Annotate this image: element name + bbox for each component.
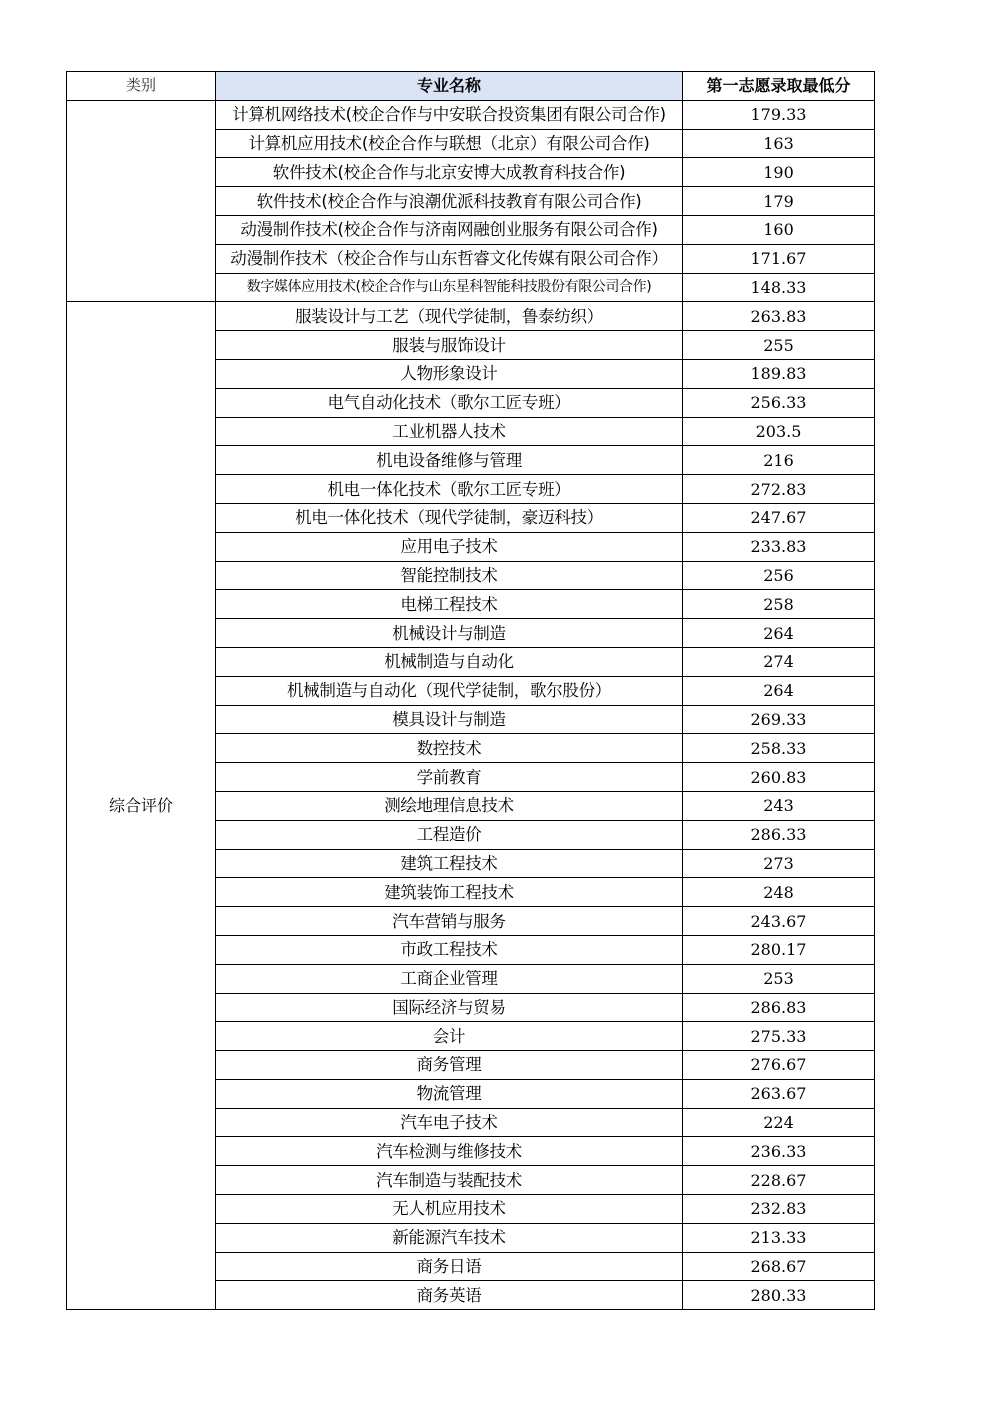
major-name-cell: 国际经济与贸易 — [216, 993, 683, 1022]
min-score-cell: 256 — [683, 561, 875, 590]
min-score-cell: 163 — [683, 129, 875, 158]
major-name-cell: 动漫制作技术(校企合作与济南网融创业服务有限公司合作) — [216, 215, 683, 244]
major-name-cell: 人物形象设计 — [216, 359, 683, 388]
major-name-cell: 建筑装饰工程技术 — [216, 878, 683, 907]
major-name-cell: 机电一体化技术（歌尔工匠专班） — [216, 475, 683, 504]
min-score-cell: 274 — [683, 647, 875, 676]
min-score-cell: 276.67 — [683, 1051, 875, 1080]
major-name-cell: 学前教育 — [216, 763, 683, 792]
major-name-cell: 汽车制造与装配技术 — [216, 1166, 683, 1195]
min-score-cell: 280.33 — [683, 1281, 875, 1310]
header-row — [67, 72, 875, 101]
major-name-cell: 汽车检测与维修技术 — [216, 1137, 683, 1166]
major-name-cell: 电梯工程技术 — [216, 590, 683, 619]
min-score-cell: 233.83 — [683, 532, 875, 561]
min-score-cell: 255 — [683, 331, 875, 360]
min-score-cell: 216 — [683, 446, 875, 475]
min-score-cell: 232.83 — [683, 1195, 875, 1224]
min-score-cell: 268.67 — [683, 1252, 875, 1281]
min-score-cell: 160 — [683, 215, 875, 244]
major-name-cell: 商务日语 — [216, 1252, 683, 1281]
category-cell: 综合评价 — [67, 302, 216, 1310]
min-score-cell: 190 — [683, 158, 875, 187]
min-score-cell: 213.33 — [683, 1223, 875, 1252]
min-score-cell: 280.17 — [683, 935, 875, 964]
category-cell — [67, 100, 216, 302]
min-score-cell: 189.83 — [683, 359, 875, 388]
admission-score-table — [66, 71, 875, 1310]
min-score-cell: 286.83 — [683, 993, 875, 1022]
table-row — [67, 100, 875, 129]
major-name-cell: 机电设备维修与管理 — [216, 446, 683, 475]
major-header: 专业名称 — [216, 72, 683, 101]
min-score-cell: 171.67 — [683, 244, 875, 273]
score-header: 第一志愿录取最低分 — [683, 72, 875, 101]
major-name-cell: 软件技术(校企合作与北京安博大成教育科技合作) — [216, 158, 683, 187]
major-name-cell: 商务管理 — [216, 1051, 683, 1080]
major-name-cell: 会计 — [216, 1022, 683, 1051]
major-name-cell: 服装与服饰设计 — [216, 331, 683, 360]
major-name-cell: 机械制造与自动化 — [216, 647, 683, 676]
table-body — [67, 100, 875, 1309]
major-name-cell: 新能源汽车技术 — [216, 1223, 683, 1252]
major-name-cell: 电气自动化技术（歌尔工匠专班） — [216, 388, 683, 417]
min-score-cell: 248 — [683, 878, 875, 907]
major-name-cell: 市政工程技术 — [216, 935, 683, 964]
min-score-cell: 264 — [683, 619, 875, 648]
major-name-cell: 汽车营销与服务 — [216, 907, 683, 936]
min-score-cell: 258 — [683, 590, 875, 619]
major-name-cell: 机械制造与自动化（现代学徒制，歌尔股份） — [216, 676, 683, 705]
min-score-cell: 258.33 — [683, 734, 875, 763]
major-name-cell: 工业机器人技术 — [216, 417, 683, 446]
major-name-cell: 建筑工程技术 — [216, 849, 683, 878]
major-name-cell: 软件技术(校企合作与浪潮优派科技教育有限公司合作) — [216, 187, 683, 216]
category-header: 类别 — [67, 72, 216, 101]
major-name-cell: 汽车电子技术 — [216, 1108, 683, 1137]
min-score-cell: 286.33 — [683, 820, 875, 849]
min-score-cell: 243 — [683, 791, 875, 820]
min-score-cell: 263.83 — [683, 302, 875, 331]
major-name-cell: 无人机应用技术 — [216, 1195, 683, 1224]
major-name-cell: 测绘地理信息技术 — [216, 791, 683, 820]
major-name-cell: 计算机网络技术(校企合作与中安联合投资集团有限公司合作) — [216, 100, 683, 129]
major-name-cell: 智能控制技术 — [216, 561, 683, 590]
min-score-cell: 148.33 — [683, 273, 875, 302]
min-score-cell: 256.33 — [683, 388, 875, 417]
min-score-cell: 179.33 — [683, 100, 875, 129]
major-name-cell: 动漫制作技术（校企合作与山东哲睿文化传媒有限公司合作） — [216, 244, 683, 273]
major-name-cell: 工程造价 — [216, 820, 683, 849]
major-name-cell: 应用电子技术 — [216, 532, 683, 561]
min-score-cell: 263.67 — [683, 1079, 875, 1108]
major-name-cell: 计算机应用技术(校企合作与联想（北京）有限公司合作) — [216, 129, 683, 158]
min-score-cell: 269.33 — [683, 705, 875, 734]
major-name-cell: 商务英语 — [216, 1281, 683, 1310]
min-score-cell: 247.67 — [683, 503, 875, 532]
major-name-cell: 工商企业管理 — [216, 964, 683, 993]
min-score-cell: 273 — [683, 849, 875, 878]
min-score-cell: 275.33 — [683, 1022, 875, 1051]
min-score-cell: 272.83 — [683, 475, 875, 504]
min-score-cell: 224 — [683, 1108, 875, 1137]
major-name-cell: 数控技术 — [216, 734, 683, 763]
min-score-cell: 253 — [683, 964, 875, 993]
major-name-cell: 机电一体化技术（现代学徒制，豪迈科技） — [216, 503, 683, 532]
min-score-cell: 179 — [683, 187, 875, 216]
major-name-cell: 模具设计与制造 — [216, 705, 683, 734]
min-score-cell: 228.67 — [683, 1166, 875, 1195]
table-row — [67, 302, 875, 331]
major-name-cell: 服装设计与工艺（现代学徒制，鲁泰纺织） — [216, 302, 683, 331]
min-score-cell: 260.83 — [683, 763, 875, 792]
major-name-cell: 数字媒体应用技术(校企合作与山东星科智能科技股份有限公司合作) — [216, 273, 683, 302]
min-score-cell: 243.67 — [683, 907, 875, 936]
min-score-cell: 264 — [683, 676, 875, 705]
major-name-cell: 机械设计与制造 — [216, 619, 683, 648]
major-name-cell: 物流管理 — [216, 1079, 683, 1108]
min-score-cell: 203.5 — [683, 417, 875, 446]
min-score-cell: 236.33 — [683, 1137, 875, 1166]
